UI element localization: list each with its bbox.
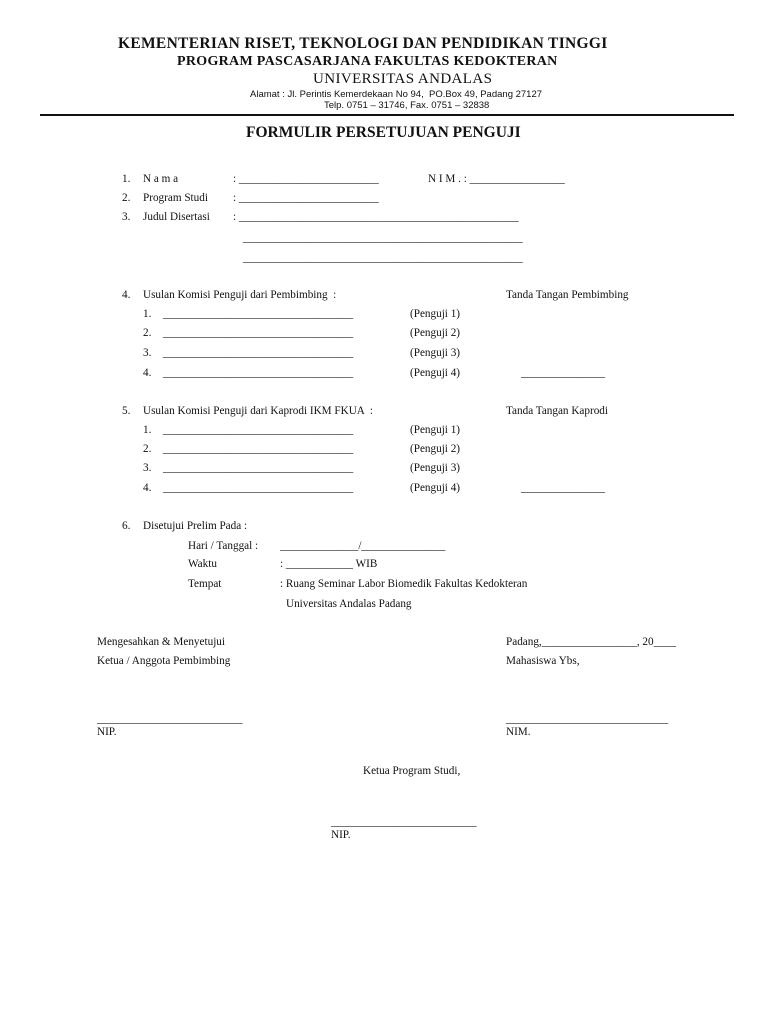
section4-label: Usulan Komisi Penguji dari Pembimbing : <box>143 289 337 301</box>
section4-examiner-field[interactable]: __________________________________ <box>163 367 354 379</box>
nama-field[interactable]: : _________________________ <box>233 173 379 185</box>
section4-item-number: 3. <box>143 347 152 359</box>
program-head-role: Ketua Program Studi, <box>363 765 461 777</box>
section5-examiner-role: (Penguji 2) <box>410 443 461 455</box>
section4-number: 4. <box>122 289 131 301</box>
section5-item-number: 3. <box>143 462 152 474</box>
waktu-label: Waktu <box>188 558 217 570</box>
place-date-field[interactable]: Padang,_________________, 20____ <box>506 636 676 648</box>
program-head-nip: NIP. <box>331 829 351 841</box>
section4-examiner-field[interactable]: __________________________________ <box>163 308 354 320</box>
tempat-value-line2: Universitas Andalas Padang <box>286 598 412 610</box>
supervisor-role: Ketua / Anggota Pembimbing <box>97 655 231 667</box>
judul-field-line3[interactable]: __________________________________________________ <box>243 252 523 264</box>
judul-field-line2[interactable]: __________________________________________________ <box>243 232 523 244</box>
section4-sign-label: Tanda Tangan Pembimbing <box>506 289 629 301</box>
address-line: Alamat : Jl. Perintis Kemerdekaan No 94, PO.Box 49, Padang 27127 <box>250 89 543 100</box>
section4-item-number: 4. <box>143 367 152 379</box>
section5-examiner-role: (Penguji 1) <box>410 424 461 436</box>
section5-signature-line[interactable]: _______________ <box>521 482 605 494</box>
section5-label: Usulan Komisi Penguji dari Kaprodi IKM FKUA : <box>143 405 373 417</box>
section5-item-number: 4. <box>143 482 152 494</box>
university-heading: UNIVERSITAS ANDALAS <box>313 71 493 87</box>
form-title: FORMULIR PERSETUJUAN PENGUJI <box>246 124 521 141</box>
student-role: Mahasiswa Ybs, <box>506 655 580 667</box>
section5-examiner-field[interactable]: __________________________________ <box>163 424 354 436</box>
judul-field-line1[interactable]: : __________________________________________________ <box>233 211 519 223</box>
hari-tanggal-field[interactable]: ______________/_______________ <box>280 540 446 552</box>
student-nim: NIM. <box>506 726 531 738</box>
section6-number: 6. <box>122 520 131 532</box>
section4-examiner-role: (Penguji 3) <box>410 347 461 359</box>
section6-label: Disetujui Prelim Pada : <box>143 520 248 532</box>
section5-examiner-role: (Penguji 4) <box>410 482 461 494</box>
section5-examiner-field[interactable]: __________________________________ <box>163 462 354 474</box>
section4-signature-line[interactable]: _______________ <box>521 367 605 379</box>
judul-label: Judul Disertasi <box>143 211 210 223</box>
section4-examiner-role: (Penguji 4) <box>410 367 461 379</box>
section5-examiner-role: (Penguji 3) <box>410 462 461 474</box>
section5-sign-label: Tanda Tangan Kaprodi <box>506 405 608 417</box>
approval-heading: Mengesahkan & Menyetujui <box>97 636 226 648</box>
phone-line: Telp. 0751 – 31746, Fax. 0751 – 32838 <box>324 100 490 111</box>
prodi-field[interactable]: : _________________________ <box>233 192 379 204</box>
judul-number: 3. <box>122 211 131 223</box>
prodi-label: Program Studi <box>143 192 208 204</box>
section5-item-number: 1. <box>143 424 152 436</box>
supervisor-nip: NIP. <box>97 726 117 738</box>
nama-label: N a m a <box>143 173 179 185</box>
section4-examiner-role: (Penguji 2) <box>410 327 461 339</box>
student-signature-line[interactable]: _____________________________ <box>506 713 669 725</box>
section5-examiner-field[interactable]: __________________________________ <box>163 482 354 494</box>
program-head-signature-line[interactable]: __________________________ <box>331 816 477 828</box>
section5-examiner-field[interactable]: __________________________________ <box>163 443 354 455</box>
hari-tanggal-label: Hari / Tanggal : <box>188 540 259 552</box>
section5-number: 5. <box>122 405 131 417</box>
section5-item-number: 2. <box>143 443 152 455</box>
section4-examiner-role: (Penguji 1) <box>410 308 461 320</box>
prodi-number: 2. <box>122 192 131 204</box>
tempat-value: : Ruang Seminar Labor Biomedik Fakultas Kedokteran <box>280 578 528 590</box>
supervisor-signature-line[interactable]: __________________________ <box>97 713 243 725</box>
section4-examiner-field[interactable]: __________________________________ <box>163 327 354 339</box>
section4-item-number: 2. <box>143 327 152 339</box>
waktu-field[interactable]: : ____________ WIB <box>280 558 378 570</box>
tempat-label: Tempat <box>188 578 222 590</box>
ministry-heading: KEMENTERIAN RISET, TEKNOLOGI DAN PENDIDIKAN TINGGI <box>118 35 608 52</box>
program-heading: PROGRAM PASCASARJANA FAKULTAS KEDOKTERAN <box>177 54 558 69</box>
nim-field[interactable]: N I M . : _________________ <box>428 173 565 185</box>
nama-number: 1. <box>122 173 131 185</box>
section4-examiner-field[interactable]: __________________________________ <box>163 347 354 359</box>
header-divider <box>40 114 734 116</box>
section4-item-number: 1. <box>143 308 152 320</box>
